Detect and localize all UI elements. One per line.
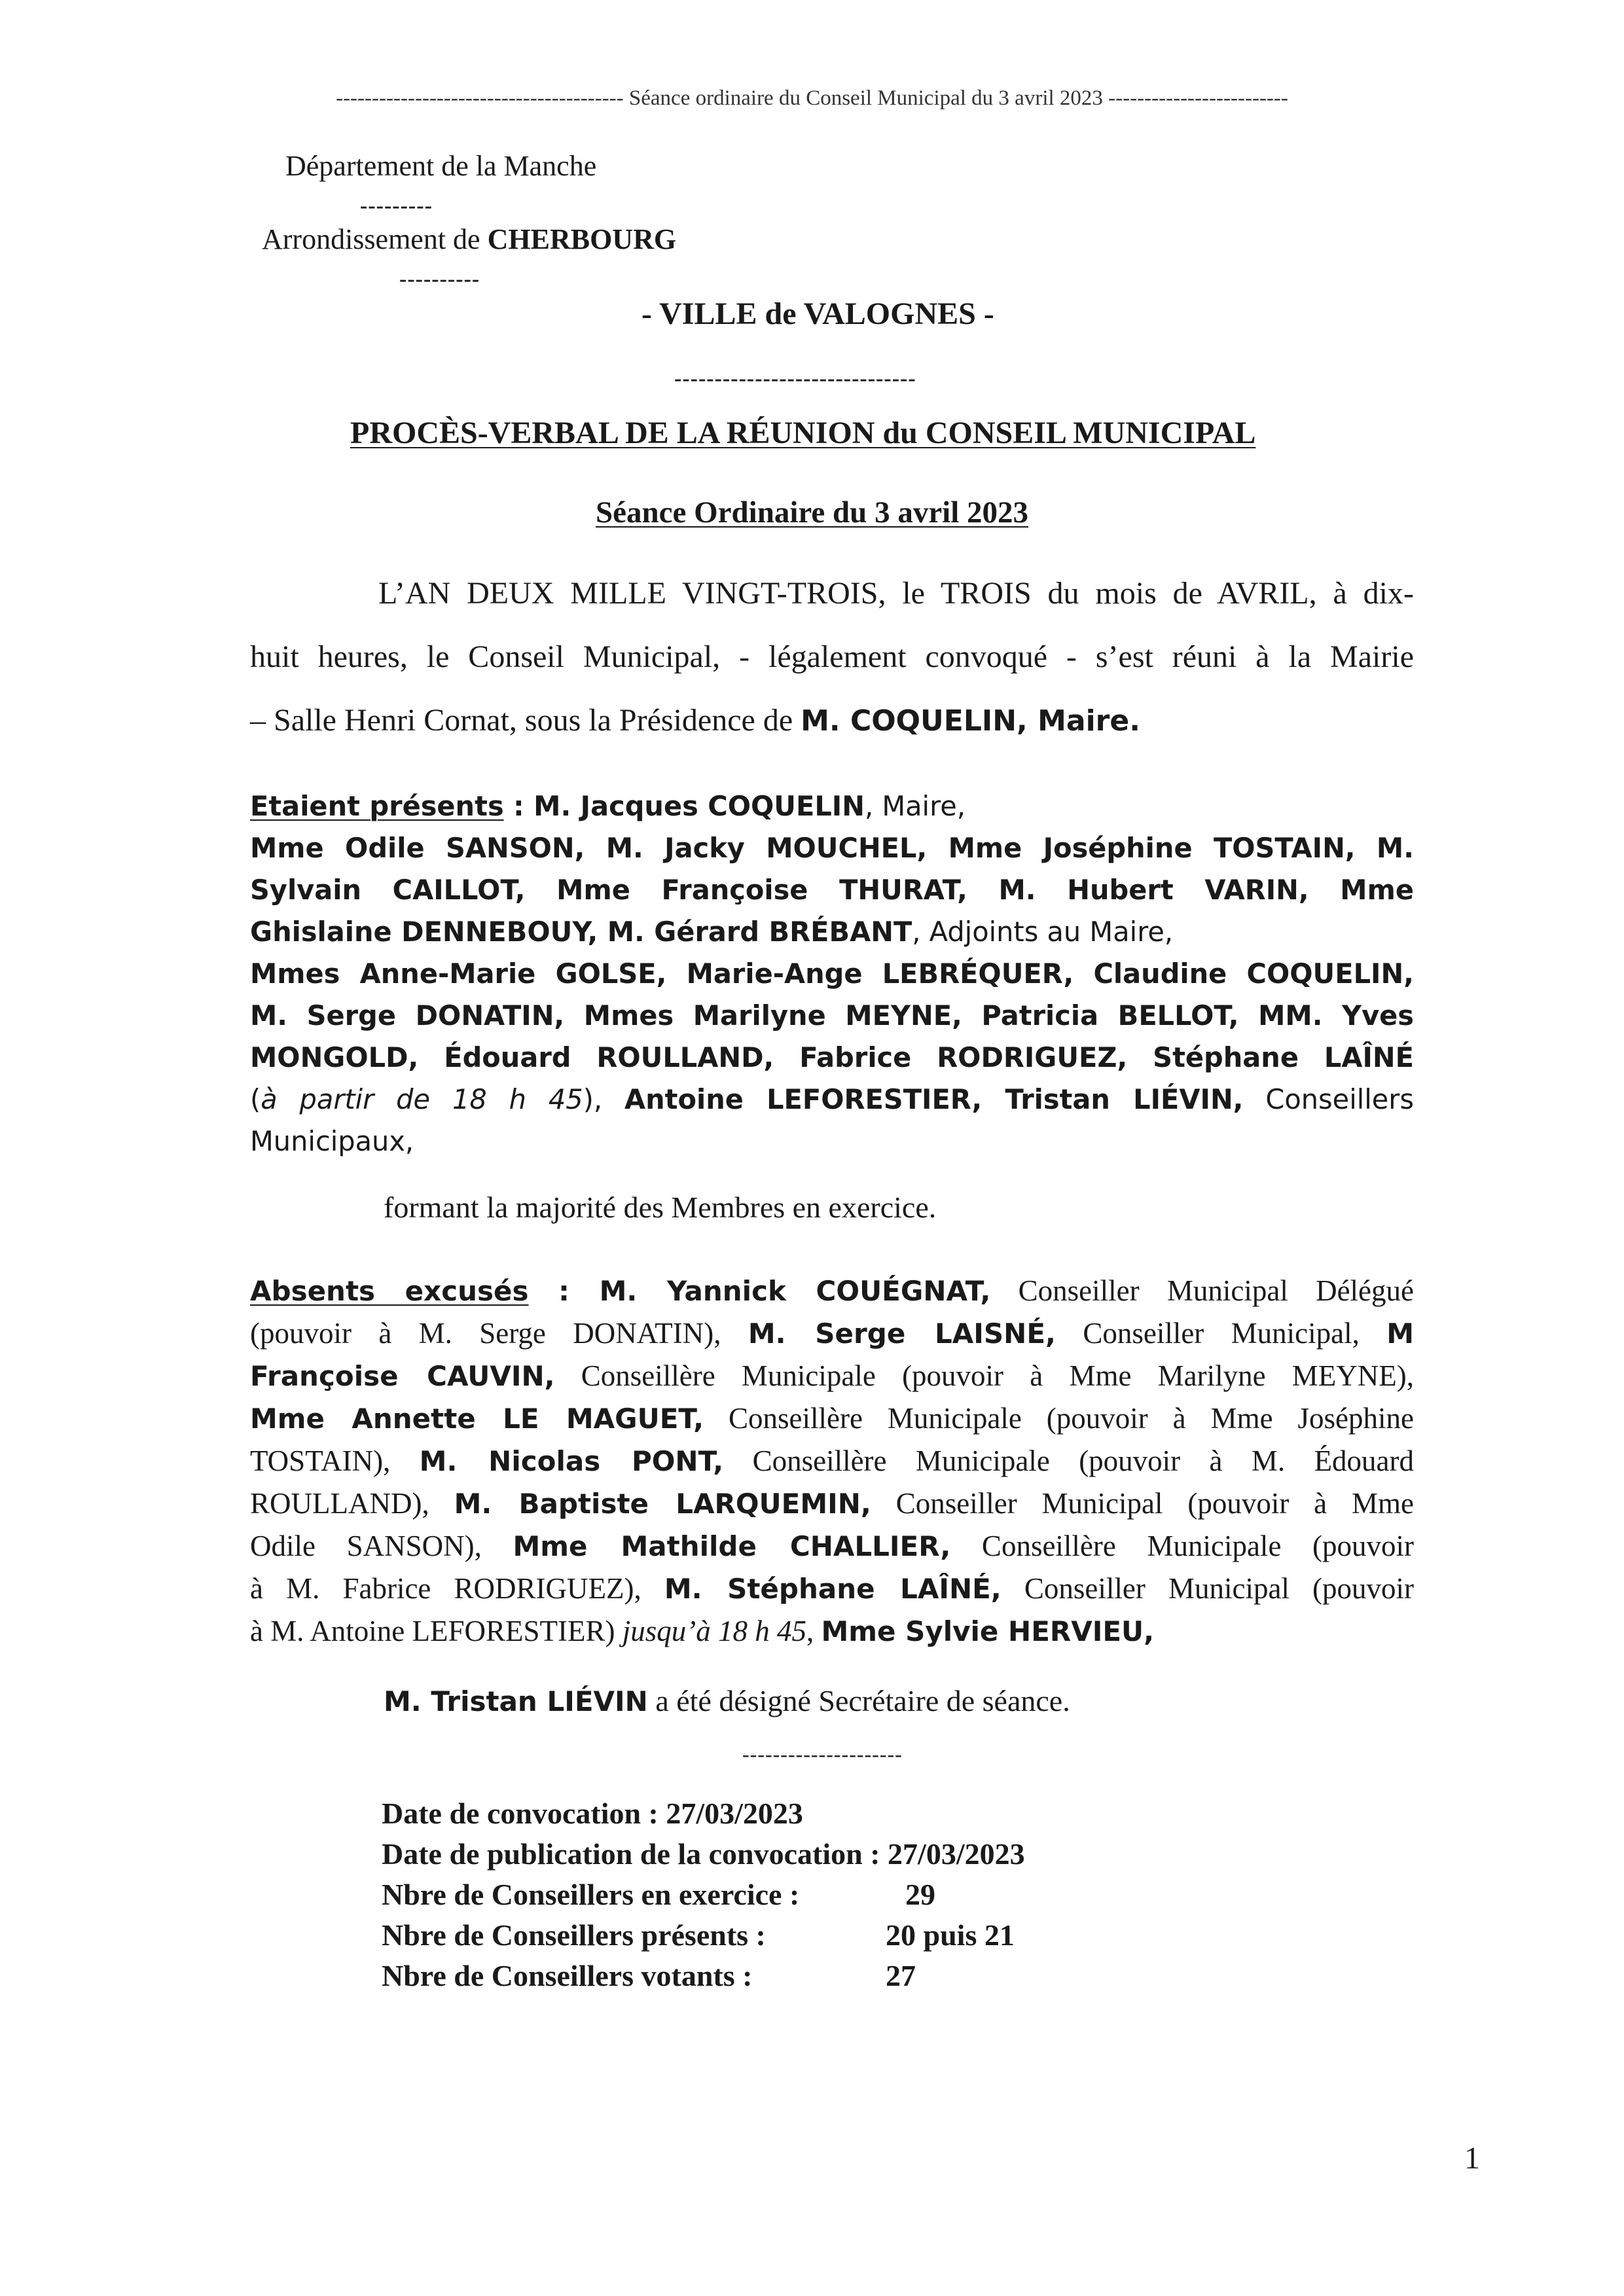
stat-publication-date: Date de publication de la convocation : 27/03/2023	[382, 1837, 1025, 1871]
arrondissement-separator: ----------	[399, 267, 480, 291]
department-separator: ---------	[360, 194, 433, 218]
secretary-line: M. Tristan LIÉVIN a été désigné Secrétaire de séance.	[384, 1684, 1070, 1717]
stat-councillors-present: Nbre de Conseillers présents : 20 puis 21	[382, 1918, 1015, 1952]
presents-block	[250, 785, 1414, 1162]
absents-line-7: Odile SANSON), Mme Mathilde CHALLIER, Conseillère Municipale (pouvoir	[250, 1530, 1414, 1562]
header-right-dashes: -------------------------	[1108, 86, 1288, 110]
document-title: PROCÈS-VERBAL DE LA RÉUNION du CONSEIL MUNICIPAL	[350, 416, 1256, 450]
absents-line-4: Mme Annette LE MAGUET, Conseillère Municipale (pouvoir à Mme Joséphine	[250, 1402, 1414, 1435]
presents-line-7: MONGOLD, Édouard ROULLAND, Fabrice RODRIGUEZ, Stéphane LAÎNÉ	[250, 1041, 1414, 1073]
majority-line: formant la majorité des Membres en exercice.	[384, 1191, 937, 1224]
presents-line-1: Etaient présents : M. Jacques COQUELIN, Maire,	[250, 790, 965, 822]
presents-line-4: Ghislaine DENNEBOUY, M. Gérard BRÉBANT, Adjoints au Maire,	[250, 916, 1174, 948]
header-left-dashes: ----------------------------------------	[336, 86, 624, 110]
intro-line-2: huit heures, le Conseil Municipal, - légalement convoqué - s’est réuni à la Mairie	[250, 639, 1414, 674]
secretary-separator: ---------------------	[742, 1742, 903, 1766]
absents-block	[250, 1270, 1414, 1653]
department-line: Département de la Manche	[285, 150, 597, 182]
absents-line-5: TOSTAIN), M. Nicolas PONT, Conseillère Municipale (pouvoir à M. Édouard	[250, 1444, 1414, 1477]
session-title: Séance Ordinaire du 3 avril 2023	[596, 495, 1029, 529]
stat-councillors-voting: Nbre de Conseillers votants : 27	[382, 1959, 916, 1992]
presents-line-3: Sylvain CAILLOT, Mme Françoise THURAT, M. Hubert VARIN, Mme	[250, 874, 1414, 906]
header-text: Séance ordinaire du Conseil Municipal du 3 avril 2023	[628, 86, 1103, 110]
intro-line-3: – Salle Henri Cornat, sous la Présidence de M. COQUELIN, Maire.	[250, 703, 1140, 738]
arrondissement-line: Arrondissement de CHERBOURG	[262, 223, 677, 255]
city-separator: ------------------------------	[674, 367, 916, 391]
city-title: - VILLE de VALOGNES -	[641, 296, 994, 331]
absents-line-1: Absents excusés : M. Yannick COUÉGNAT, Conseiller Municipal Délégué	[250, 1274, 1415, 1307]
intro-paragraph	[250, 562, 1414, 753]
page-number: 1	[1464, 2141, 1480, 2176]
presents-line-8: (à partir de 18 h 45), Antoine LEFORESTIER, Tristan LIÉVIN, Conseillers	[250, 1083, 1414, 1115]
absents-line-8: à M. Fabrice RODRIGUEZ), M. Stéphane LAÎNÉ, Conseiller Municipal (pouvoir	[250, 1572, 1415, 1605]
presents-line-2: Mme Odile SANSON, M. Jacky MOUCHEL, Mme Joséphine TOSTAIN, M.	[250, 832, 1414, 864]
presents-line-6: M. Serge DONATIN, Mmes Marilyne MEYNE, Patricia BELLOT, MM. Yves	[250, 999, 1414, 1031]
presents-line-5: Mmes Anne-Marie GOLSE, Marie-Ange LEBRÉQUER, Claudine COQUELIN,	[250, 958, 1414, 990]
intro-line-1: L’AN DEUX MILLE VINGT-TROIS, le TROIS du mois de AVRIL, à dix-	[378, 576, 1414, 611]
absents-line-6: ROULLAND), M. Baptiste LARQUEMIN, Conseiller Municipal (pouvoir à Mme	[250, 1487, 1414, 1520]
session-stats	[382, 1793, 1025, 1996]
stat-councillors-in-office: Nbre de Conseillers en exercice : 29	[382, 1878, 935, 1911]
absents-line-9: à M. Antoine LEFORESTIER) jusqu’à 18 h 45, Mme Sylvie HERVIEU,	[250, 1615, 1155, 1647]
absents-line-3: Françoise CAUVIN, Conseillère Municipale (pouvoir à Mme Marilyne MEYNE),	[250, 1359, 1415, 1392]
presents-line-9: Municipaux,	[250, 1125, 414, 1157]
stat-convocation-date: Date de convocation : 27/03/2023	[382, 1797, 803, 1830]
absents-line-2: (pouvoir à M. Serge DONATIN), M. Serge LAISNÉ, Conseiller Municipal, M	[250, 1317, 1415, 1350]
running-header	[0, 86, 1624, 111]
